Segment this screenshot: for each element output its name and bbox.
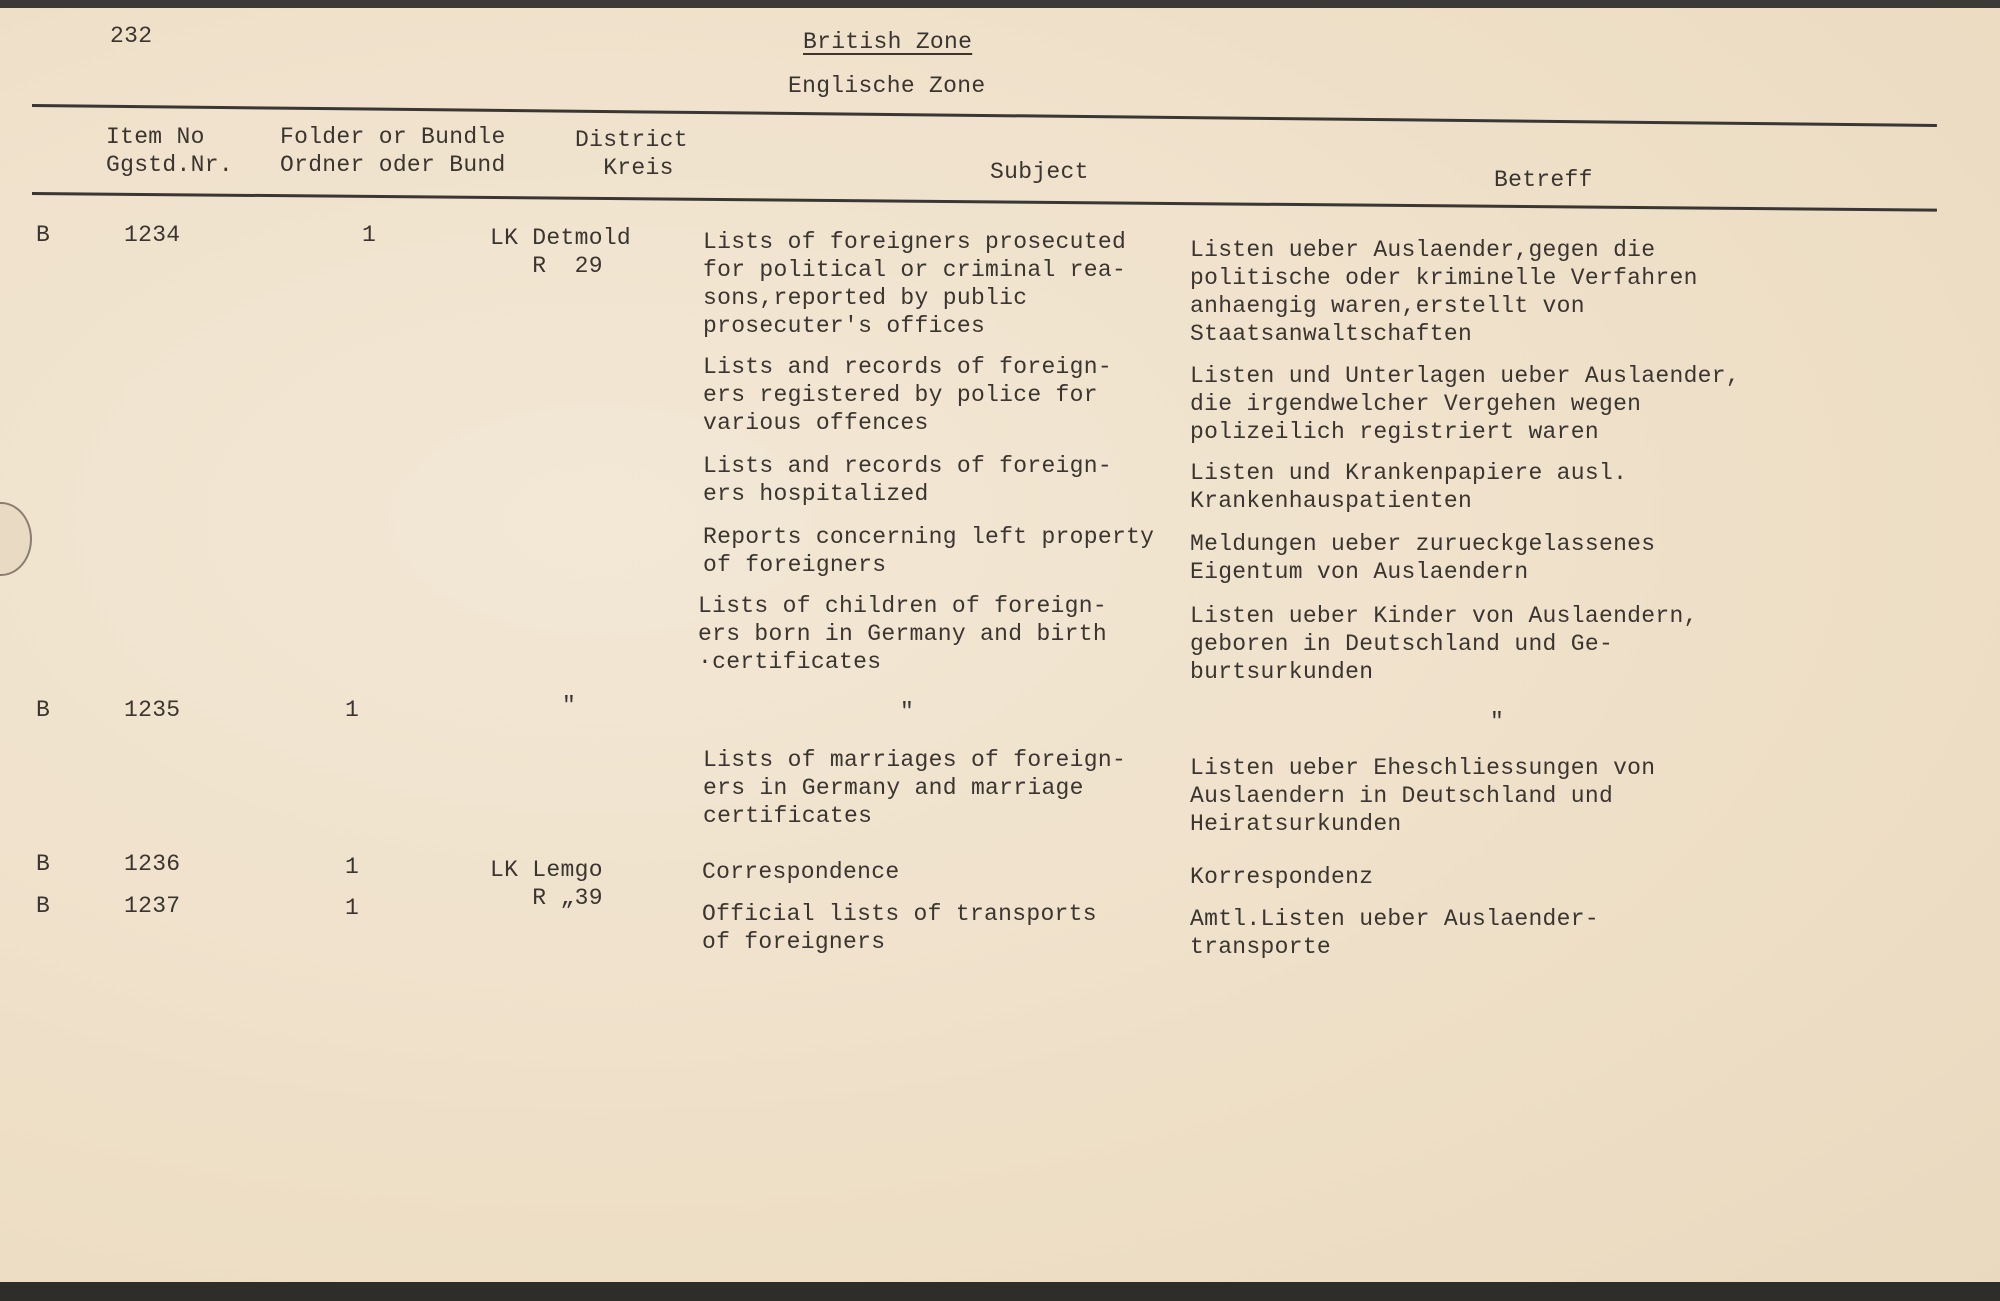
series: B [36, 851, 51, 877]
item-number: 1237 [124, 893, 181, 919]
header-folder: Folder or Bundle Ordner oder Bund [280, 124, 506, 178]
subject-entry: Correspondence [702, 859, 900, 885]
betreff-entry: " [1490, 709, 1505, 735]
betreff-entry: Listen und Unterlagen ueber Auslaender, die irgendwelcher Vergehen wegen polizeilich registriert waren [1190, 363, 1740, 445]
header-district: District Kreis [575, 127, 688, 181]
betreff-entry: Listen und Krankenpapiere ausl. Krankenhauspatienten [1190, 460, 1628, 514]
betreff-entry: Amtl.Listen ueber Auslaender- transporte [1190, 906, 1599, 960]
punch-hole [0, 502, 32, 576]
page-subtitle: Englische Zone [788, 73, 986, 99]
scan-bottom-edge [0, 1282, 2000, 1301]
subject-entry: Lists of foreigners prosecuted for political or criminal rea- sons,reported by public prosecuter's offices [703, 229, 1127, 339]
scan-top-edge [0, 0, 2000, 8]
page-title [803, 28, 972, 56]
district: " [562, 693, 577, 719]
folder-count: 1 [345, 895, 360, 921]
subject-entry: Lists of children of foreign- ers born in Germany and birth ·certificates [698, 593, 1107, 675]
betreff-entry: Listen ueber Eheschliessungen von Auslaendern in Deutschland und Heiratsurkunden [1190, 755, 1656, 837]
page-number: 232 [110, 23, 153, 49]
series: B [36, 697, 51, 723]
district: LK Lemgo R „39 [490, 857, 603, 911]
header-betreff: Betreff [1494, 167, 1593, 193]
folder-count: 1 [345, 854, 360, 880]
item-number: 1235 [124, 697, 181, 723]
header-item: Item No Ggstd.Nr. [106, 124, 233, 178]
folder-count: 1 [345, 697, 360, 723]
series: B [36, 222, 51, 248]
betreff-entry: Korrespondenz [1190, 864, 1374, 890]
subject-entry: Lists and records of foreign- ers registered by police for various offences [703, 354, 1112, 436]
district: LK Detmold R 29 [490, 225, 632, 279]
header-bottom-rule [32, 192, 1937, 212]
series: B [36, 893, 51, 919]
betreff-entry: Listen ueber Kinder von Auslaendern, geboren in Deutschland und Ge- burtsurkunden [1190, 603, 1698, 685]
subject-entry: " [900, 699, 915, 725]
betreff-entry: Meldungen ueber zurueckgelassenes Eigentum von Auslaendern [1190, 531, 1656, 585]
subject-entry: Reports concerning left property of foreigners [703, 524, 1155, 578]
betreff-entry: Listen ueber Auslaender,gegen die politische oder kriminelle Verfahren anhaengig waren,erstellt von Staatsanwaltschaften [1190, 237, 1698, 347]
item-number: 1236 [124, 851, 181, 877]
subject-entry: Lists of marriages of foreign- ers in Germany and marriage certificates [703, 747, 1127, 829]
item-number: 1234 [124, 222, 181, 248]
title-text: British Zone [803, 29, 973, 55]
header-subject: Subject [990, 159, 1089, 185]
subject-entry: Official lists of transports of foreigners [702, 901, 1097, 955]
subject-entry: Lists and records of foreign- ers hospitalized [703, 453, 1112, 507]
folder-count: 1 [362, 222, 377, 248]
